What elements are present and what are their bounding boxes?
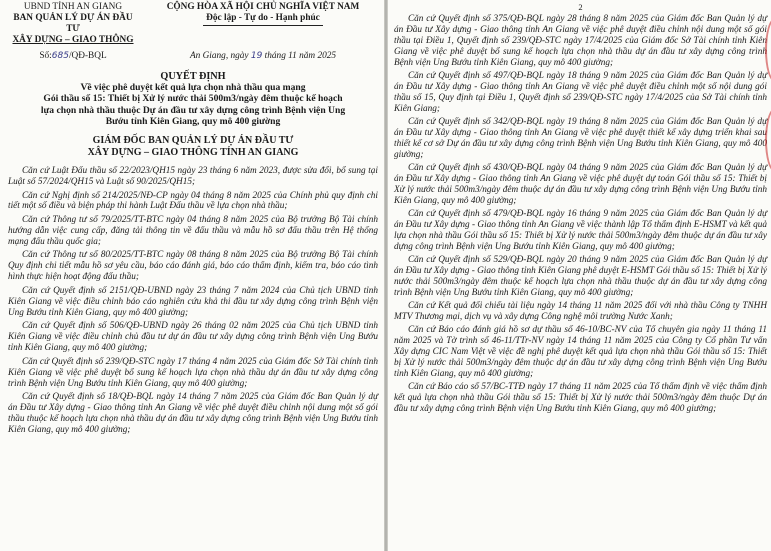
country-name: CỘNG HÒA XÃ HỘI CHỦ NGHĨA VIỆT NAM [166,2,360,12]
national-motto: Độc lập - Tự do - Hạnh phúc [206,13,320,23]
legal-basis-paragraph: Căn cứ Thông tư số 80/2025/TT-BTC ngày 08 tháng 8 năm 2025 của Bộ trưởng Bộ Tài chính Quy định chi tiết mẫu hồ sơ yêu cầu, báo cáo đánh giá, báo cáo thẩm định, kiểm tra, báo cáo tình hình thực hiện hoạt động đấu thầu; [8,250,378,283]
title-line-1: Về việc phê duyệt kết quả lựa chọn nhà thầu qua mạng [80,82,306,94]
legal-basis-paragraph: Căn cứ Quyết định số 497/QĐ-BQL ngày 18 tháng 9 năm 2025 của Giám đốc Ban Quản lý dự án Đầu tư Xây dựng - Giao thông tỉnh An Giang về việc phê duyệt điều chỉnh một số nội dung gói thầu số 15, Quy định tại Điều 1, Quyết định số 239/QĐ-STC ngày 17/4/2025 của Sở Tài chính tỉnh Kiên Giang; [394,71,767,114]
title-line-4: Bướu tỉnh Kiên Giang, quy mô 400 giường [105,115,281,127]
legal-basis-paragraph: Căn cứ Quyết định số 506/QĐ-UBND ngày 26 tháng 02 năm 2025 của Chủ tịch UBND tỉnh Kiên Giang về việc điều chỉnh chủ đầu tư dự án đầu tư xây dựng công trình Bệnh viện Ung Bướu tỉnh Kiên Giang, quy mô 400 giường; [8,321,378,354]
legal-basis-paragraph: Căn cứ Quyết định số 2151/QĐ-UBND ngày 23 tháng 7 năm 2024 của Chủ tịch UBND tỉnh Kiên Giang về việc điều chỉnh báo cáo nghiên cứu khả thi đầu tư xây dựng công trình Bệnh viện Ung Bướu tỉnh Kiên Giang, quy mô 400 giường; [8,285,378,318]
authority-line-1: GIÁM ĐỐC BAN QUẢN LÝ DỰ ÁN ĐẦU TƯ [92,135,294,147]
document-page-2 [388,0,771,551]
agency-name-line1: BAN QUẢN LÝ DỰ ÁN ĐẦU TƯ [13,13,133,34]
doc-no-prefix: Số: [39,51,52,61]
legal-basis-paragraph: Căn cứ Báo cáo đánh giá hồ sơ dự thầu số 46-10/BC-NV của Tổ chuyên gia ngày 11 tháng 11 năm 2025 và Tờ trình số 46-11/TTr-NV ngày 14 tháng 11 năm 2025 của Công ty Cổ phần Tư vấn Xây dựng CIC Nam Việt về việc đề nghị phê duyệt kết quả lựa chọn nhà thầu Gói thầu số 15: Thiết bị Xử lý nước thải 500m3/ngày đêm thuộc dự án đầu tư xây dựng công trình Bệnh viện Ung Bướu tỉnh Kiên Giang, quy mô 400 giường; [394,325,767,380]
decision-title [8,71,378,127]
issuing-authority [8,135,378,159]
doc-no-handwritten: 685 [51,51,69,61]
document-page-1 [0,0,384,551]
legal-basis-paragraph: Căn cứ Quyết định số 375/QĐ-BQL ngày 28 tháng 8 năm 2025 của Giám đốc Ban Quản lý dự án Đầu tư Xây dựng - Giao thông tỉnh An Giang về việc phê duyệt điều chỉnh nội dung một số gói thầu tại Điều 1, Quyết định số 239/QĐ-STC ngày 17/4/2025 của Giám đốc Sở Tài chính tỉnh Kiên Giang về việc phê duyệt bổ sung kế hoạch lựa chọn nhà thầu dự án đầu tư xây dựng công trình Bệnh viện Ung Bướu tỉnh Kiên Giang, quy mô 400 giường; [394,14,767,68]
agency-parent: UBND TỈNH AN GIANG [23,2,123,12]
issuing-agency [8,2,138,46]
date-prefix: An Giang, ngày [189,51,249,61]
document-number [8,51,138,61]
legal-basis-paragraph: Căn cứ Kết quả đối chiếu tài liệu ngày 14 tháng 11 năm 2025 đối với nhà thầu Công ty TNHH MTV Thương mại, dịch vụ và xây dựng Công nghệ môi trường Nước Xanh; [394,301,767,323]
agency-name-line2: XÂY DỰNG – GIAO THÔNG [12,35,134,45]
national-heading [148,2,378,46]
legal-basis-paragraph: Căn cứ Quyết định số 430/QĐ-BQL ngày 04 tháng 9 năm 2025 của Giám đốc Ban Quản lý dự án Đầu tư Xây dựng - Giao thông tỉnh An Giang về việc phê duyệt dự toán Gói thầu số 15: Thiết bị Xử lý nước thải 500m3/ngày đêm thuộc dự án đầu tư xây dựng công trình Bệnh viện Ung Bướu tỉnh Kiên Giang, quy mô 400 giường; [394,163,767,206]
legal-basis-paragraph: Căn cứ Luật Đấu thầu số 22/2023/QH15 ngày 23 tháng 6 năm 2023, được sửa đổi, bổ sung tại Luật số 57/2024/QH15 và Luật số 90/2025/QH15; [8,166,378,187]
legal-basis-paragraph: Căn cứ Quyết định số 529/QĐ-BQL ngày 20 tháng 9 năm 2025 của Giám đốc Ban Quản lý dự án Đầu tư Xây dựng - Giao thông tỉnh Kiên Giang phê duyệt E-HSMT Gói thầu số 15: Thiết bị Xử lý nước thải 500m3/ngày đêm thuộc kế hoạch lựa chọn nhà thầu thuộc dự án đầu tư xây dựng công trình Bệnh viện Ung Bướu tỉnh Kiên Giang, quy mô 400 giường; [394,255,767,298]
legal-basis-paragraph: Căn cứ Quyết định số 239/QĐ-STC ngày 17 tháng 4 năm 2025 của Giám đốc Sở Tài chính tỉnh Kiên Giang về việc phê duyệt bổ sung kế hoạch lựa chọn nhà thầu dự án đầu tư xây dựng công trình Bệnh viện Ung Bướu tỉnh Kiên Giang, quy mô 400 giường; [8,356,378,389]
legal-basis-paragraph: Căn cứ Nghị định số 214/2025/NĐ-CP ngày 04 tháng 8 năm 2025 của Chính phủ quy định chi tiết một số điều và biện pháp thi hành Luật Đấu thầu về lựa chọn nhà thầu; [8,190,378,212]
document-header [8,2,378,46]
doc-no-suffix: /QĐ-BQL [68,51,107,61]
motto-underline [203,25,323,26]
date-suffix: tháng 11 năm 2025 [264,51,337,61]
authority-line-2: XÂY DỰNG – GIAO THÔNG TỈNH AN GIANG [87,147,299,159]
legal-basis-paragraph: Căn cứ Quyết định số 342/QĐ-BQL ngày 19 tháng 8 năm 2025 của Giám đốc Ban Quản lý dự án Đầu tư Xây dựng - Giao thông tỉnh An Giang về việc phê duyệt thiết kế xây dựng triển khai sau thiết kế cơ sở Dự án đầu tư xây dựng công trình Bệnh viện Ung Bướu tỉnh Kiên Giang, quy mô 400 giường; [394,117,767,160]
doc-type: QUYẾT ĐỊNH [160,71,226,82]
date-day-handwritten: 19 [250,51,263,61]
title-line-2: Gói thầu số 15: Thiết bị Xử lý nước thải 500m3/ngày đêm thuộc kế hoạch [43,93,343,105]
legal-basis-paragraph: Căn cứ Thông tư số 79/2025/TT-BTC ngày 04 tháng 8 năm 2025 của Bộ trưởng Bộ Tài chính hướng dẫn việc cung cấp, đăng tải thông tin về đấu thầu và mẫu hồ sơ đấu thầu trên Hệ thống mạng đấu thầu quốc gia; [8,215,378,247]
legal-basis-paragraph: Căn cứ Báo cáo số 57/BC-TTĐ ngày 17 tháng 11 năm 2025 của Tổ thẩm định về việc thẩm định kết quả lựa chọn nhà thầu Gói thầu số 15: Thiết bị Xử lý nước thải 500m3/ngày đêm thuộc Dự án đầu tư xây dựng công trình Bệnh viện Ung Bướu tỉnh Kiên Giang, quy mô 400 giường; [394,382,767,415]
legal-basis-paragraph: Căn cứ Quyết định số 479/QĐ-BQL ngày 16 tháng 9 năm 2025 của Giám đốc Ban Quản lý dự án Đầu tư Xây dựng - Giao thông tỉnh An Giang về việc thành lập Tổ thẩm định E-HSMT và kết quả lựa chọn nhà thầu Gói thầu số 15: Thiết bị Xử lý nước thải 500m3/ngày đêm thuộc dự án đầu tư xây dựng công trình Bệnh viện Ung Bướu tỉnh Kiên Giang, quy mô 400 giường; [394,209,767,252]
page-number: 2 [578,2,583,12]
document-date [148,51,378,61]
title-line-3: lựa chọn nhà thầu thuộc Dự án đầu tư xây dựng công trình Bệnh viện Ung [40,104,346,116]
legal-basis-paragraph: Căn cứ Quyết định số 18/QĐ-BQL ngày 14 tháng 7 năm 2025 của Giám đốc Ban Quản lý dự án Đầu tư Xây dựng - Giao thông tỉnh An Giang về việc phê duyệt điều chỉnh nội dung một số gói thầu thuộc kế hoạch lựa chọn nhà thầu dự án đầu tư xây dựng công trình Bệnh viện Ung Bướu tỉnh Kiên Giang, quy mô 400 giường; [8,392,378,436]
document-meta [8,51,378,61]
